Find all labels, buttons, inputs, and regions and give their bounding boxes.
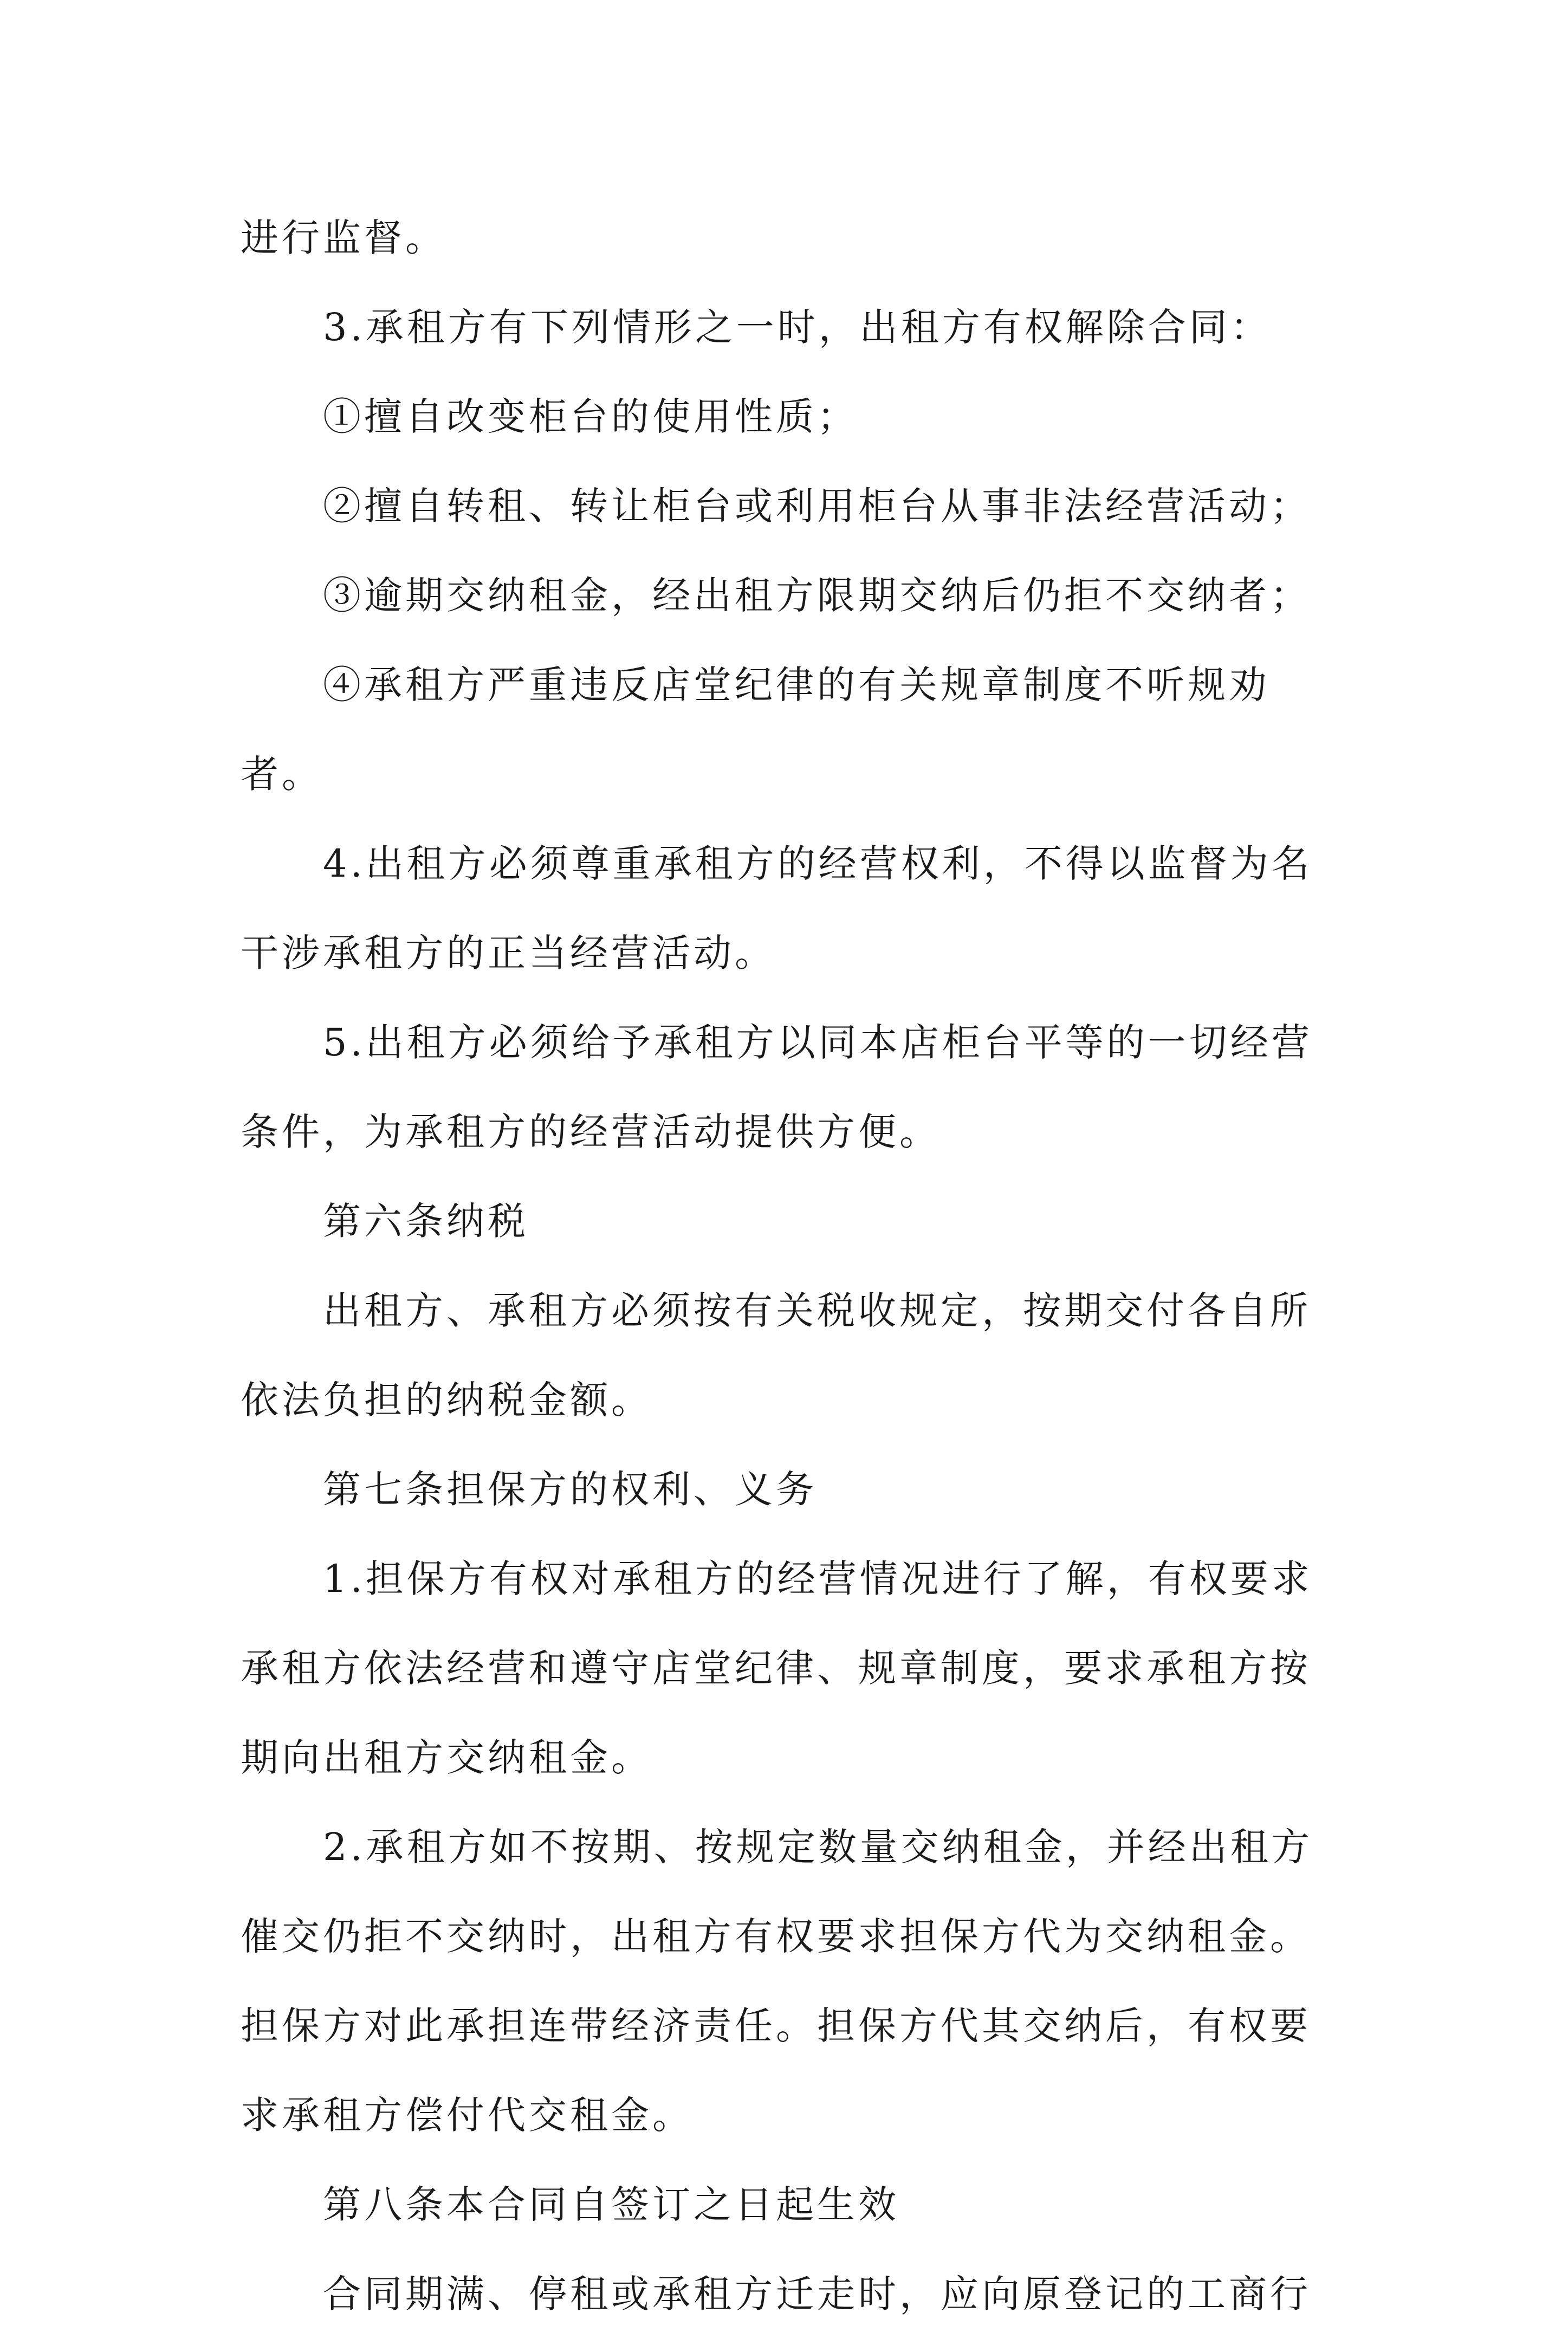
paragraph-item-1: ①擅自改变柜台的使用性质； [323, 394, 858, 439]
section-heading-article-6: 第六条纳税 [323, 1199, 529, 1243]
paragraph-expiry: 合同期满、停租或承租方迁走时，应向原登记的工商行 [323, 2272, 1311, 2316]
paragraph-item-4: ④承租方严重违反店堂纪律的有关规章制度不听规劝者。 [241, 663, 1270, 796]
paragraph-item-2: ②擅自转租、转让柜台或利用柜台从事非法经营活动； [323, 484, 1311, 528]
paragraph-clause-3: 3.承租方有下列情形之一时，出租方有权解除合同： [323, 305, 1272, 349]
document-body [241, 193, 1340, 2339]
paragraph-guarantor-1: 1.担保方有权对承租方的经营情况进行了解，有权要求承租方依法经营和遵守店堂纪律、规章制度，要求承租方按期向出租方交纳租金。 [241, 1557, 1313, 1780]
paragraph-guarantor-2: 2.承租方如不按期、按规定数量交纳租金，并经出租方催交仍拒不交纳时，出租方有权要求担保方代为交纳租金。担保方对此承担连带经济责任。担保方代其交纳后，有权要求承租方偿付代交租金。 [241, 1825, 1313, 2137]
paragraph-clause-4: 4.出租方必须尊重承租方的经营权利，不得以监督为名干涉承租方的正当经营活动。 [241, 841, 1313, 975]
section-heading-article-7: 第七条担保方的权利、义务 [323, 1467, 817, 1512]
paragraph-clause-5: 5.出租方必须给予承租方以同本店柜台平等的一切经营条件，为承租方的经营活动提供方便。 [241, 1020, 1313, 1154]
paragraph-continuation: 进行监督。 [241, 216, 446, 260]
paragraph-item-3: ③逾期交纳租金，经出租方限期交纳后仍拒不交纳者； [323, 573, 1311, 618]
section-heading-article-8: 第八条本合同自签订之日起生效 [323, 2182, 899, 2227]
paragraph-tax: 出租方、承租方必须按有关税收规定，按期交付各自所依法负担的纳税金额。 [241, 1288, 1311, 1422]
